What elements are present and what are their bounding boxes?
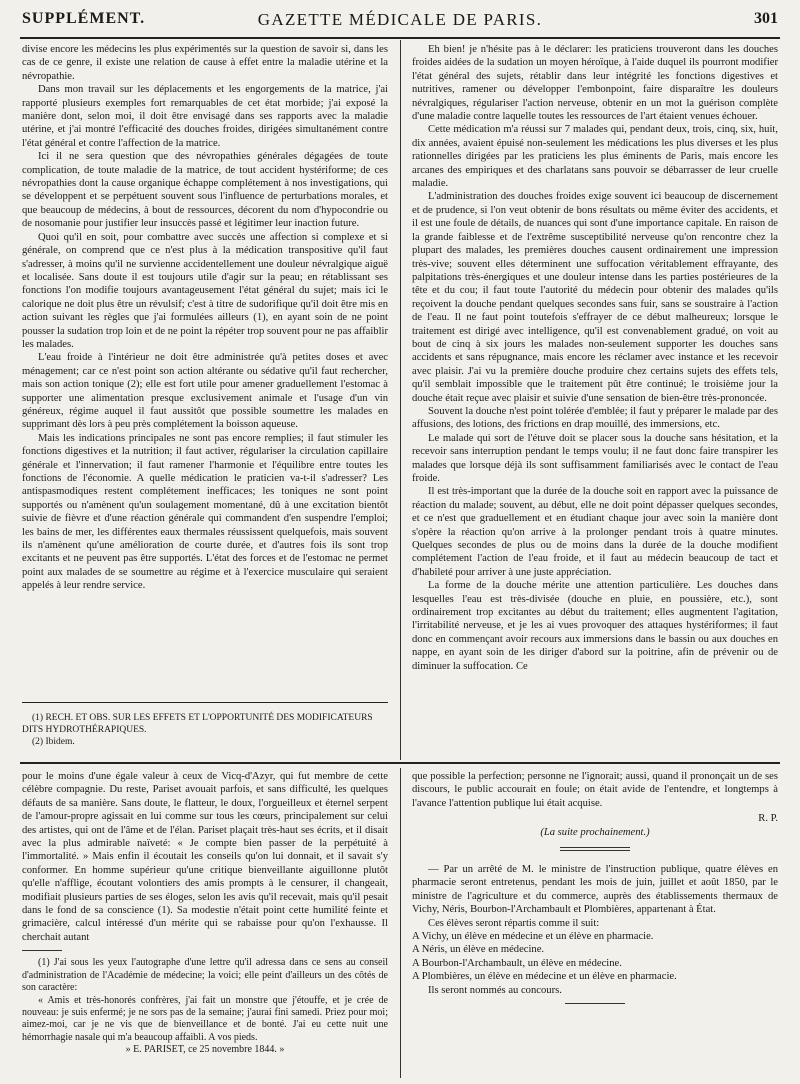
section-divider bbox=[20, 762, 780, 764]
page-number: 301 bbox=[754, 10, 778, 27]
paragraph: Souvent la douche n'est point tolérée d'emblée; il faut y préparer le malade par des affusions, des lotions, des frictions en drap mouillé, des immersions, etc. bbox=[412, 405, 778, 431]
paragraph: Le malade qui sort de l'étuve doit se placer sous la douche sans hésitation, et la recevoir sans interruption pendant le temps voulu; il ne faut donc faire transpirer les malades que lorsque déjà ils sont suffisamment familiarisés avec le contact de l'eau froide. bbox=[412, 432, 778, 484]
paragraph: Quoi qu'il en soit, pour combattre avec succès une affection si complexe et si générale, on comprend que ce n'est plus à la médication transpositive qu'il faut s'adresser, à moins qu'il ne survienne accidentellement une douleur névralgique aiguë et localisée. Sans doute il est toujours utile d'agir sur la peau; en rétablissant ses fonctions l'on modifie toujours avantageusement l'état général du sujet; mais ici le calorique ne doit plus être un révulsif; c'est à titre de sudorifique qu'il doit être mis en action suivant les règles que j'ai formulées ailleurs (1), en ayant soin de ne point pousser la sudation trop loin et de ne point la répéter trop souvent pour ne pas affaiblir les malades. bbox=[22, 231, 388, 350]
footnote-rule bbox=[22, 950, 62, 951]
paragraph: Cette médication m'a réussi sur 7 malades qui, pendant deux, trois, cinq, six, huit, dix années, avaient épuisé non-seulement les médications les plus diverses et les plus rationnelles dirigées par les praticiens les plus éminents de Paris, mais encore les arcanes des empiriques et des charlatans sans pouvoir se débarrasser de leur cruelle maladie. bbox=[412, 124, 778, 190]
column-divider-bottom bbox=[400, 768, 401, 1078]
list-intro: Ces élèves seront répartis comme il suit: bbox=[428, 917, 600, 929]
column-divider-top bbox=[400, 40, 401, 760]
article-column-right bbox=[412, 43, 778, 759]
footnote: (2) Ibidem. bbox=[32, 737, 75, 747]
header-rule bbox=[20, 37, 780, 39]
paragraph: pour le moins d'une égale valeur à ceux de Vicq-d'Azyr, qui fut membre de cette célèbre compagnie. Du reste, Pariset avouait parfois, et sans difficulté, les quelques défauts de sa manière. Sans doute, le flatteur, le doux, l'orgueilleux et éternel serpent de l'amour-propre agissait en lui comme sur tous les cœurs, principalement sur celui des artistes, qui ont de l'âme et de l'élan. Pariset plaçait très-haut ses écrits, et il disait avec la plus admirable naïveté: « Je compte bien passer de la perpétuité à l'immortalité. » Mais enfin il écoutait les conseils qu'on lui donnait, et il savait s'y conformer. En homme supérieur qu'une critique bienveillante aiguillonne plutôt qu'elle n'afflige, écoutant volontiers des amis prompts à le censurer, il changeait, modifiait plusieurs parties de ses éloges, selon les avis qu'il recevait, mais qu'il pesait dans le fond de sa conscience (1). Sa modestie n'était point cette humilité feinte et grimacière, calcul intéressé d'un mérite qui se rabaisse pour qu'on l'exhausse. Il cherchait autant bbox=[22, 771, 388, 943]
footnote-quote: « Amis et très-honorés confrères, j'ai fait un monstre que j'étouffe, et je crée de nouveau: je suis enfermé; je ne sors pas de la semaine; j'aurai fini samedi. Priez pour moi; aimez-moi, car je ne vis que de bienveillance et de bonté. J'ai eu cette nuit une hémorrhagie nasale qui m'a beaucoup affaibli. A vos pieds. bbox=[22, 994, 388, 1043]
footnote-rule bbox=[22, 702, 388, 703]
section-label: SUPPLÉMENT. bbox=[22, 10, 146, 27]
paragraph: L'eau froide à l'intérieur ne doit être administrée qu'à petites doses et avec ménagement; car ce n'est point son action altérante ou sédative qu'il faut rechercher, mais son action tonique (2); elle est fort utile pour amener graduellement l'estomac à supporter une alimentation presque exclusivement animale et l'usage d'un vin généreux, régime auquel il faut aussitôt que possible soumettre les malades en supprimant dès lors à peu près complétement la boisson aqueuse. bbox=[22, 352, 388, 431]
paragraph: Eh bien! je n'hésite pas à le déclarer: les praticiens trouveront dans les douches froides aidées de la sudation un moyen héroïque, à l'aide duquel ils pourront modifier l'état général des sujets, rétablir dans leur intégrité les fonctions digestives et nutritives, ramener ou développer l'embonpoint, faire disparaître les douleurs névralgiques, régulariser l'action nerveuse, obtenir en un mot la guérison complète d'une maladie contre laquelle toutes les ressources de l'art étaient venues échouer. bbox=[412, 44, 778, 123]
closing-line: Ils seront nommés au concours. bbox=[428, 984, 562, 996]
list-item: A Vichy, un élève en médecine et un élève en pharmacie. bbox=[412, 931, 654, 943]
author-signature: R. P. bbox=[758, 813, 778, 825]
feuilleton-column-right bbox=[412, 770, 778, 1070]
article-column-left bbox=[22, 43, 388, 695]
paragraph: que possible la perfection; personne ne l'ignorait; aussi, quand il prononçait un de ses discours, le public accourait en foule; on était avide de l'entendre, et longtemps à l'avance l'attention publique lui était acquise. bbox=[412, 771, 778, 809]
paragraph: Il est très-important que la durée de la douche soit en rapport avec la puissance de réaction du malade; souvent, au début, elle ne doit point dépasser quelques secondes, et ce n'est que graduellement et en étudiant chaque jour avec soin la manière dont s'opère la réaction qu'on arrive à la prolonger pendant trois à quatre minutes. Quelques secondes de plus ou de moins dans la durée de la douche modifient complétement l'action de l'eau froide, et il faut au médecin beaucoup de tact et d'habileté pour arriver à une juste appréciation. bbox=[412, 486, 778, 578]
paragraph: Ici il ne sera question que des névropathies générales dégagées de toute complication, de toute maladie de la matrice, de tout accident hystériforme; de ces névropathies dont la cause organique échappe complétement à nos investigations, qui se développent et se perpétuent souvent sous l'influence de perturbations morales, et que beaucoup de médecins, à bout de ressources, décorent du nom d'hypocondrie ou de nosomanie pour justifier leur insuccès passé et légitimer leur inaction future. bbox=[22, 151, 388, 230]
list-item: A Bourbon-l'Archambault, un élève en médecine. bbox=[412, 957, 622, 969]
page-header bbox=[22, 10, 778, 36]
feuilleton-column-left bbox=[22, 770, 388, 1070]
journal-title: GAZETTE MÉDICALE DE PARIS. bbox=[257, 10, 543, 29]
paragraph: L'administration des douches froides exige souvent ici beaucoup de discernement et de prudence, si l'on veut obtenir de bons résultats ou même éviter des accidents, et il est une foule de détails, de nuances qui sont d'une importance capitale. En raison de la grande faiblesse et de l'extrême susceptibilité nerveuse qu'on rencontre chez la plupart des malades, les premières douches causent ordinairement une impression très-vive; souvent elles déterminent une suffocation véritablement effrayante, des palpitations très-énergiques et une douleur intense dans les parties postérieures de la tête et du cou; il faut toute l'autorité du médecin pour obtenir des malades qu'ils reçoivent la douche pendant quelques secondes sans fuir, sans se soustraire à l'action de l'eau. Il ne faut point toutefois s'effrayer de ce début malheureux; lorsque le traitement est dirigé avec intelligence, qu'il est convenablement gradué, on voit au bout de cinq à six jours les malades non-seulement supporter les douches sans accidents et sans répugnance, mais encore les réclamer avec instance et les recevoir avec plaisir. J'ai vu la première douche produire chez certains sujets des effets tels, qu'il semblait impossible que le traitement pût être continué; le troisième jour la douche était reçue avec plaisir et suivie d'une sensation de bien-être très-prononcée. bbox=[412, 191, 778, 404]
closing-rule bbox=[565, 1003, 625, 1004]
paragraph: Mais les indications principales ne sont pas encore remplies; il faut stimuler les fonctions digestives et la nutrition; il faut activer, régulariser la circulation capillaire générale et l'innervation; il faut ramener l'harmonie et l'équilibre entre toutes les fonctions de l'économie. A quelle médication le praticien va-t-il s'adresser? Les antispasmodiques restent complétement inefficaces; les toniques ne sont point supportés ou n'amènent qu'un soulagement momentané, dû à une excitation bientôt suivie de fièvre et d'une réaction générale qui commandent d'en suspendre l'emploi; les bains de mer, les différentes eaux thermales réussissent quelquefois, mais souvent ils n'amènent qu'une amélioration de courte durée, et d'autres fois ils sont trop excitants et ne peuvent pas être supportés. L'état des forces et de l'estomac ne permet point aux malades de se soumettre au régime et à l'exercice musculaire qui seraient appelés à leur rendre service. bbox=[22, 432, 388, 592]
footnotes-upper bbox=[22, 712, 388, 748]
footnote-signature: » E. PARISET, ce 25 novembre 1844. » bbox=[125, 1044, 285, 1056]
paragraph: Dans mon travail sur les déplacements et les engorgements de la matrice, j'ai rapporté plusieurs exemples fort remarquables de cet état morbide; j'ai exposé la manière dont, selon moi, il doit être envisagé dans ses rapports avec la maladie utérine, et j'ai montré l'efficacité des douches froides, dirigées simultanément contre l'état général et contre l'affection de la matrice. bbox=[22, 84, 388, 149]
list-item: A Plombières, un élève en médecine et un élève en pharmacie. bbox=[412, 971, 677, 983]
footnote: (1) J'ai sous les yeux l'autographe d'une lettre qu'il adressa dans ce sens au conseil d'administration de l'Académie de médecine; la voici; elle peint d'ailleurs un des côtés de son caractère: bbox=[22, 957, 388, 994]
list-item: A Néris, un élève en médecine. bbox=[412, 944, 545, 956]
continued-note: (La suite prochainement.) bbox=[540, 826, 650, 838]
footnote: (1) RECH. ET OBS. SUR LES EFFETS ET L'OPPORTUNITÉ DES MODIFICATEURS DITS HYDROTHÉRAPIQUES. bbox=[22, 713, 373, 735]
article-end-rule bbox=[560, 847, 630, 851]
announcement: — Par un arrêté de M. le ministre de l'instruction publique, quatre élèves en pharmacie seront entretenus, pendant les mois de juin, juillet et août 1850, par le ministre de l'agriculture et du commerce, auprès des établissements thermaux de Vichy, Néris, Bourbon-l'Archambault et Plombières, appartenant à État. bbox=[412, 864, 778, 916]
paragraph: divise encore les médecins les plus expérimentés sur la question de savoir si, dans les cas de ce genre, il existe une relation de cause à effet entre la maladie utérine et la névropathie. bbox=[22, 44, 388, 82]
paragraph: La forme de la douche mérite une attention particulière. Les douches dans lesquelles l'eau est très-divisée (douche en pluie, en poussière, etc.), sont ordinairement trop excitantes au début du traitement; elles augmentent l'agitation, l'irritabilité nerveuse, et je les ai vues provoquer des attaques hystériformes; il faut donc en commençant avoir recours aux immersions dans le bassin ou aux douches en nappe, en ayant soin de les diriger d'abord sur la poitrine, afin de prévenir ou de diminuer la suffocation. Ce bbox=[412, 580, 778, 672]
